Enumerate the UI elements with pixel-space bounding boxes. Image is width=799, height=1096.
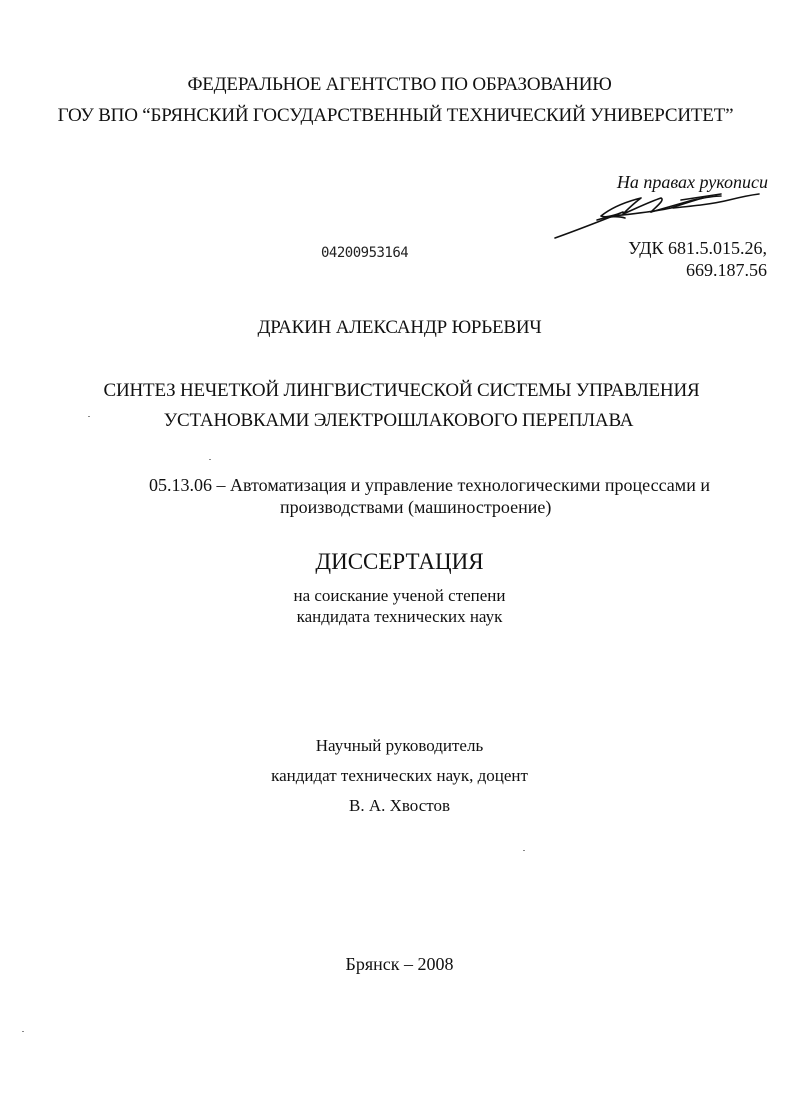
specialty-line-1: 05.13.06 – Автоматизация и управление технологическими процессами и [149, 475, 710, 495]
dissertation-title-line-1: СИНТЕЗ НЕЧЕТКОЙ ЛИНГВИСТИЧЕСКОЙ СИСТЕМЫ УПРАВЛЕНИЯ [103, 380, 700, 401]
document-type: ДИССЕРТАЦИЯ [315, 549, 484, 574]
city-year: Брянск – 2008 [345, 954, 454, 974]
degree-line-2: кандидата технических наук [296, 607, 503, 626]
scan-speck [22, 1031, 24, 1032]
scan-speck [523, 850, 525, 851]
supervisor-label: Научный руководитель [315, 736, 484, 755]
udk-line-1: УДК 681.5.015.26, [628, 238, 767, 258]
scan-speck [209, 459, 211, 460]
supervisor-name: В. А. Хвостов [348, 796, 450, 815]
agency-name: ФЕДЕРАЛЬНОЕ АГЕНТСТВО ПО ОБРАЗОВАНИЮ [187, 74, 612, 95]
author-name: ДРАКИН АЛЕКСАНДР ЮРЬЕВИЧ [257, 317, 542, 338]
specialty-line-2: производствами (машиностроение) [280, 497, 552, 517]
supervisor-title: кандидат технических наук, доцент [271, 766, 528, 785]
library-stamp-number: 04200953164 [321, 245, 409, 261]
dissertation-title-line-2: УСТАНОВКАМИ ЭЛЕКТРОШЛАКОВОГО ПЕРЕПЛАВА [163, 410, 634, 431]
university-name: ГОУ ВПО “БРЯНСКИЙ ГОСУДАРСТВЕННЫЙ ТЕХНИЧЕСКИЙ УНИВЕРСИТЕТ” [57, 105, 734, 126]
udk-line-2: 669.187.56 [686, 260, 767, 280]
manuscript-note: На правах рукописи [616, 172, 768, 192]
degree-line-1: на соискание ученой степени [293, 586, 506, 605]
scan-speck [88, 416, 90, 417]
